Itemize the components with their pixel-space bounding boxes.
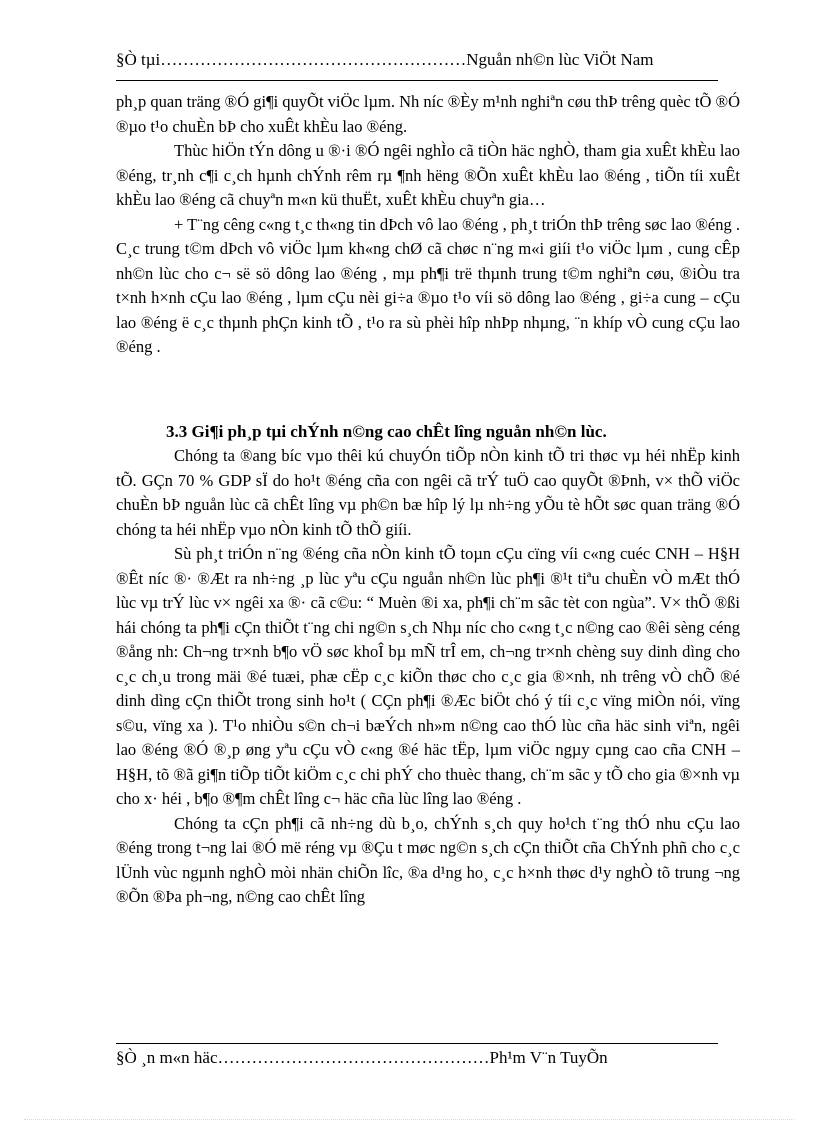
body-paragraph: ph¸p quan träng ®Ó gi¶i quyÕt viÖc lµm. Nh níc ®Èy m¹nh nghiªn cøu thÞ trêng quèc tÕ ®Ó ®µo t¹o chuÈn bÞ cho xuÊt khÈu lao ®éng. xyxy=(116,92,740,136)
section-spacer xyxy=(116,360,740,420)
body-paragraph: Chóng ta ®ang bíc vµo thêi kú chuyÓn tiÕp nÒn kinh tÕ tri thøc vµ héi nhËp kinh tÕ. GÇn 70 % GDP sÏ do ho¹t ®éng cña con ngêi cã trÝ tuÖ cao quyÕt ®Þnh, v× thÕ viÖc chuÈn bÞ nguån lùc cã chÊt lîng vµ ph©n bæ hîp lý lµ nh÷ng yÕu tè hÕt søc quan träng ®Ó chóng ta héi nhËp vµo nÒn kinh tÕ thÕ giíi. xyxy=(116,446,740,539)
page-edge-line xyxy=(24,1119,794,1120)
section-heading: 3.3 Gi¶i ph¸p tµi chÝnh n©ng cao chÊt lîng nguån nh©n lùc. xyxy=(166,421,607,441)
page-body xyxy=(116,90,740,910)
header-divider xyxy=(116,80,718,81)
body-paragraph: Thùc hiÖn tÝn dông u ®·i ®Ó ngêi nghÌo cã tiÒn häc nghÒ, tham gia xuÊt khÈu lao ®éng, tr¸nh c¶i c¸ch hµnh chÝnh rêm rµ ¶nh hëng ®Õn xuÊt khÈu lao ®éng , tiÕn tíi xuÊt khÈu lao ®éng cã chuyªn m«n kü thuËt, xuÊt khÈu chuyªn gia… xyxy=(116,141,740,209)
body-paragraph: Chóng ta cÇn ph¶i cã nh÷ng dù b¸o, chÝnh s¸ch quy ho¹ch t¨ng thÓ nhu cÇu lao ®éng trong t¬ng lai ®Ó më réng vµ ®Çu t møc ng©n s¸ch cÇn thiÕt cña ChÝnh phñ cho c¸c lÜnh vùc ngµnh nghÒ mòi nhän chiÕn lîc, ®a d¹ng ho¸ c¸c h×nh thøc d¹y nghÒ tõ trung ¬ng ®Õn ®Þa ph¬ng, n©ng cao chÊt lîng xyxy=(116,813,740,906)
body-paragraph: + T¨ng cêng c«ng t¸c th«ng tin dÞch vô lao ®éng , ph¸t triÓn thÞ trêng søc lao ®éng . C¸c trung t©m dÞch vô viÖc lµm kh«ng chØ cã chøc n¨ng m«i giíi t¹o viÖc lµm , cung cÊp nh©n lùc cho c¬ së sö dông lao ®éng , mµ ph¶i trë thµnh trung t©m nghiªn cøu, ®iÒu tra t×nh h×nh cÇu lao ®éng , lµm cÇu nèi gi÷a ®µo t¹o víi sö dông lao ®éng , gi÷a cung – cÇu lao ®éng ë c¸c thµnh phÇn kinh tÕ , t¹o ra sù phèi hîp nhÞp nhµng, ¨n khíp vÒ cung cÇu lao ®éng . xyxy=(116,214,740,356)
footer-divider xyxy=(116,1043,718,1044)
page-header: §Ò tµi………………………………………………Nguån nh©n lùc ViÖt Nam xyxy=(116,50,654,69)
body-paragraph: Sù ph¸t triÓn n¨ng ®éng cña nÒn kinh tÕ toµn cÇu cïng víi c«ng cuéc CNH – H§H ®Êt níc ®· ®Æt ra nh÷ng ¸p lùc yªu cÇu nguån nh©n lùc ph¶i ®¹t tiªu chuÈn vÒ mÆt thÓ lùc vµ trÝ lùc v× ngêi xa ®· cã c©u: “ Muèn ®i xa, ph¶i ch¨m sãc tèt con ngùa”. V× thÕ ®ßi hái chóng ta ph¶i cÇn thiÕt t¨ng chi ng©n s¸ch Nhµ níc cho c«ng t¸c n©ng cao ®êi sèng céng ®ång nh: Ch¬ng tr×nh b¶o vÖ søc khoÎ bµ mÑ trÎ em, ch¬ng tr×nh chèng suy dinh dìng cho c¸c ch¸u trong mäi ®é tuæi, phæ cËp c¸c kiÕn thøc cho c¸c gia ®×nh, nh trêng vÒ chÕ ®é dinh dìng cÇn thiÕt trong sinh ho¹t ( CÇn ph¶i ®Æc biÖt chó ý tíi c¸c vïng miÒn nói, vïng s©u, vïng xa ). T¹o nhiÒu s©n ch¬i bæÝch nh»m n©ng cao thÓ lùc cña häc sinh viªn, ngêi lao ®éng ®Ó ®¸p øng yªu cÇu vÒ c«ng ®é häc tËp, lµm viÖc ngµy cµng cao cña CNH – H§H, tõ ®ã gi¶n tiÕp tiÕt kiÖm c¸c chi phÝ cho thuèc thang, ch¨m sãc y tÕ cho gia ®×nh vµ cho x· héi , b¶o ®¶m chÊt lîng c¬ häc cña lùc lîng lao ®éng . xyxy=(116,544,740,808)
page-footer: §Ò ¸n m«n häc…………………………………………Ph¹m V¨n TuyÕn xyxy=(116,1048,608,1067)
